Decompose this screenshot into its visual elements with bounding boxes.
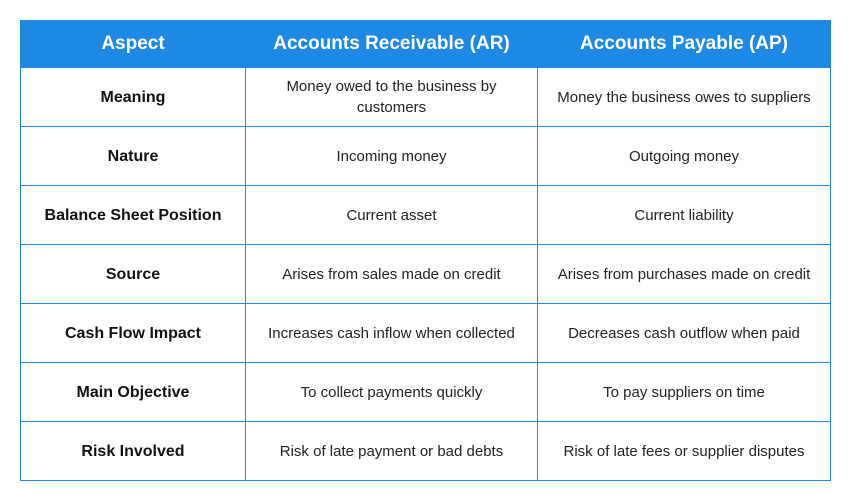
table-body <box>21 68 831 481</box>
aspect-cell: Source <box>21 245 246 304</box>
header-accounts-receivable: Accounts Receivable (AR) <box>246 21 538 68</box>
ap-cell: Decreases cash outflow when paid <box>538 304 831 363</box>
ar-cell: Money owed to the business by customers <box>246 68 538 127</box>
header-aspect: Aspect <box>21 21 246 68</box>
table-row <box>21 304 831 363</box>
ap-cell: Arises from purchases made on credit <box>538 245 831 304</box>
ar-cell: Incoming money <box>246 127 538 186</box>
aspect-cell: Main Objective <box>21 363 246 422</box>
table-row <box>21 363 831 422</box>
ap-cell: Money the business owes to suppliers <box>538 68 831 127</box>
aspect-cell: Nature <box>21 127 246 186</box>
aspect-cell: Risk Involved <box>21 422 246 481</box>
ap-cell: Current liability <box>538 186 831 245</box>
header-accounts-payable: Accounts Payable (AP) <box>538 21 831 68</box>
table-row <box>21 127 831 186</box>
table-row <box>21 186 831 245</box>
table-row <box>21 422 831 481</box>
table-row <box>21 245 831 304</box>
ar-cell: To collect payments quickly <box>246 363 538 422</box>
ap-cell: Outgoing money <box>538 127 831 186</box>
table-row <box>21 68 831 127</box>
header-row <box>21 21 831 68</box>
ar-cell: Risk of late payment or bad debts <box>246 422 538 481</box>
comparison-table <box>20 20 831 481</box>
ar-cell: Increases cash inflow when collected <box>246 304 538 363</box>
table-header <box>21 21 831 68</box>
ar-cell: Current asset <box>246 186 538 245</box>
ap-cell: Risk of late fees or supplier disputes <box>538 422 831 481</box>
aspect-cell: Cash Flow Impact <box>21 304 246 363</box>
aspect-cell: Meaning <box>21 68 246 127</box>
ap-cell: To pay suppliers on time <box>538 363 831 422</box>
ar-cell: Arises from sales made on credit <box>246 245 538 304</box>
aspect-cell: Balance Sheet Position <box>21 186 246 245</box>
